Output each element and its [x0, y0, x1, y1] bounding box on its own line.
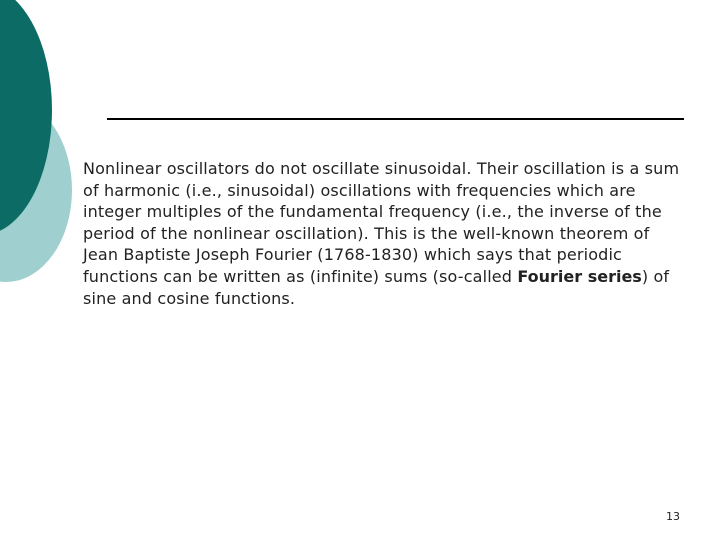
- page-number: 13: [666, 510, 680, 523]
- slide-body-text: [83, 158, 683, 309]
- fourier-series-term: Fourier series: [517, 266, 642, 286]
- body-text-part: Nonlinear oscillators do not oscillate sinusoidal. Their oscillation is a sum of harmonic (i.e., sinusoidal) oscillations with frequencies which are integer multiples of the fundamental frequency (i.e., the inverse of the period of the nonlinear oscillation). This is the well-known theorem of Jean Baptiste Joseph Fourier (1768-1830) which says that periodic functions can be written as (infinite) sums (so-called: [83, 159, 680, 286]
- title-divider-line: [107, 118, 684, 120]
- body-text-part: ) of sine and cosine functions.: [83, 266, 670, 308]
